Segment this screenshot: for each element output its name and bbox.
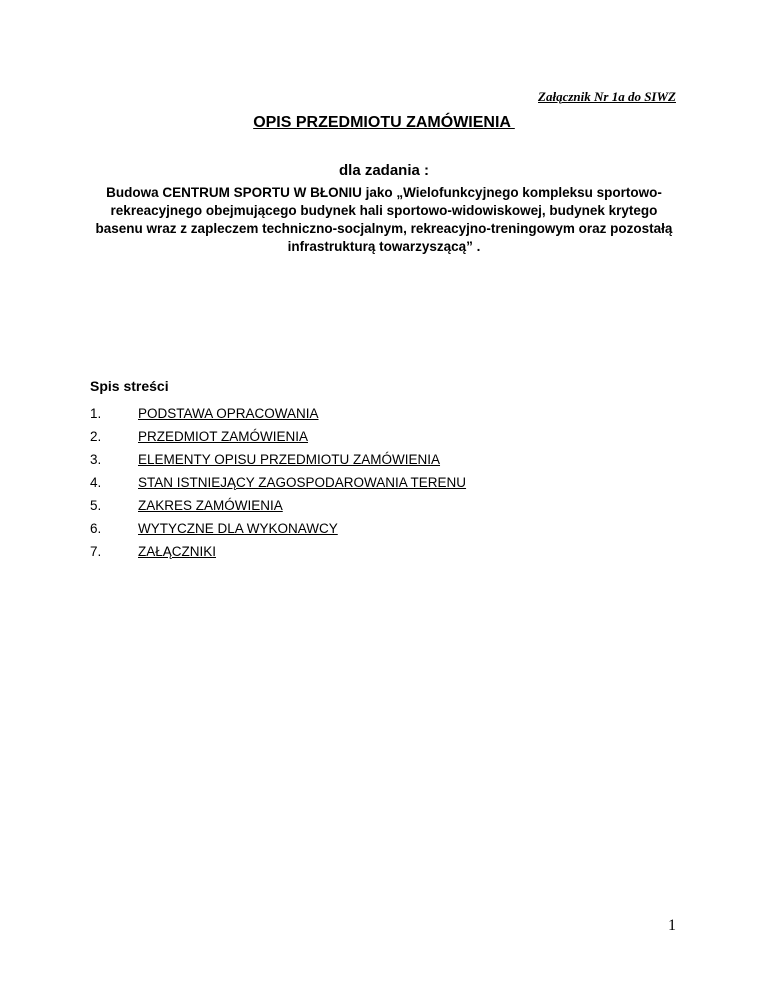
toc-item-number: 6.: [90, 521, 102, 536]
toc-title: Spis streści: [90, 378, 169, 394]
toc-item-number: 1.: [90, 406, 102, 421]
toc-item-number: 4.: [90, 475, 102, 490]
task-label: dla zadania :: [338, 162, 430, 179]
toc-item-number: 3.: [90, 452, 102, 467]
document-title: OPIS PRZEDMIOTU ZAMÓWIENIA: [253, 114, 515, 131]
toc-link-zakres-zamowienia[interactable]: ZAKRES ZAMÓWIENIA: [138, 498, 283, 513]
task-description: Budowa CENTRUM SPORTU W BŁONIU jako „Wielofunkcyjnego kompleksu sportowo-rekreacyjnego obejmującego budynek hali sportowo-widowiskowej, budynek krytego basenu wraz z zapleczem techniczno-socjalnym, rekreacyjno-treningowym oraz pozostałą infrastrukturą towarzyszącą” .: [95, 185, 673, 254]
page-number: 1: [668, 917, 676, 934]
toc-link-elementy-opisu[interactable]: ELEMENTY OPISU PRZEDMIOTU ZAMÓWIENIA: [138, 452, 441, 467]
toc-item-zakres-zamowienia: [90, 494, 466, 517]
attachment-label: Załącznik Nr 1a do SIWZ: [538, 89, 676, 104]
toc-item-zalaczniki: [90, 540, 466, 563]
toc-item-przedmiot-zamowienia: [90, 425, 466, 448]
toc-item-stan-istniejacy: [90, 471, 466, 494]
toc-link-podstawa-opracowania[interactable]: PODSTAWA OPRACOWANIA: [138, 406, 319, 421]
toc-link-wytyczne[interactable]: WYTYCZNE DLA WYKONAWCY: [138, 521, 338, 536]
toc-item-elementy-opisu: [90, 448, 466, 471]
toc-link-przedmiot-zamowienia[interactable]: PRZEDMIOT ZAMÓWIENIA: [138, 429, 309, 444]
toc-item-number: 2.: [90, 429, 102, 444]
toc-link-zalaczniki[interactable]: ZAŁĄCZNIKI: [138, 544, 217, 559]
toc-link-stan-istniejacy[interactable]: STAN ISTNIEJĄCY ZAGOSPODAROWANIA TERENU: [138, 475, 467, 490]
table-of-contents: [90, 402, 466, 563]
toc-item-number: 5.: [90, 498, 102, 513]
toc-item-wytyczne: [90, 517, 466, 540]
toc-item-podstawa-opracowania: [90, 402, 466, 425]
toc-item-number: 7.: [90, 544, 102, 559]
